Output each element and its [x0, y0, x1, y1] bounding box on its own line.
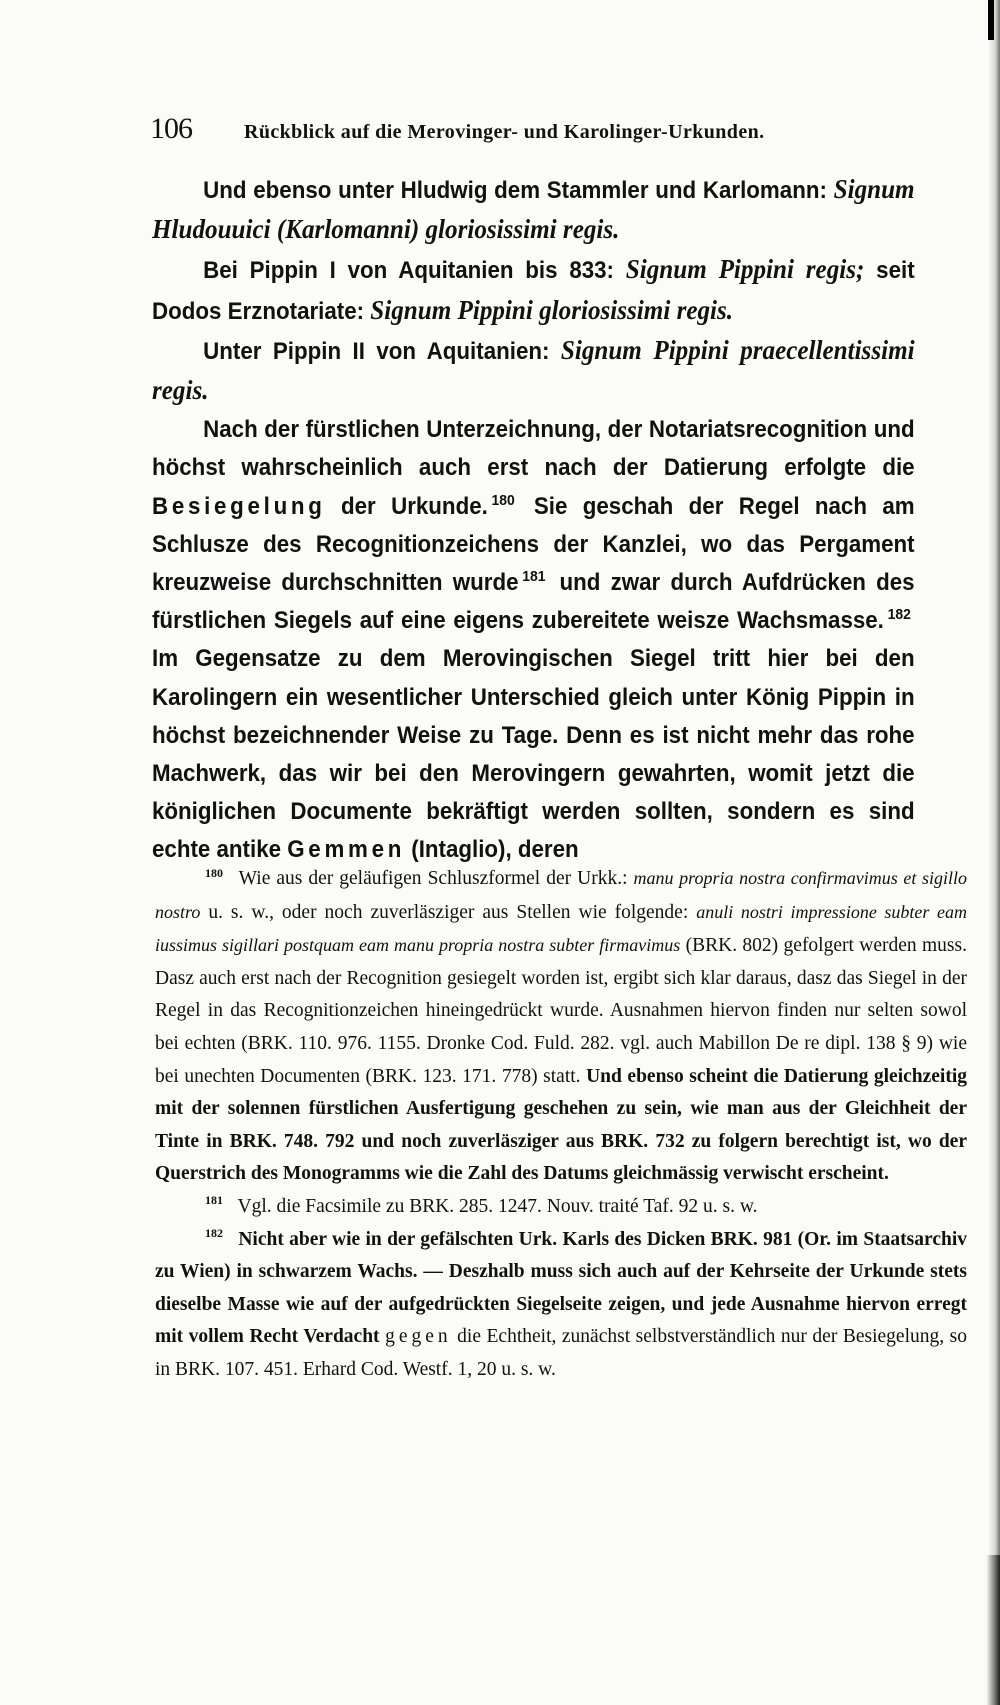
paragraph-hludwig	[152, 170, 915, 250]
footnote-reference[interactable]: 182	[887, 606, 911, 624]
spaced-term: Gemmen	[287, 836, 406, 864]
paragraph-text: seit Dodos Erznotariate:	[152, 257, 915, 325]
footnote-180	[155, 862, 967, 1191]
paragraph-text: Und ebenso unter Hludwig dem Stammler und Karlomann:	[203, 177, 827, 204]
footnote-text: (BRK. 802) gefolgert werden muss. Dasz auch erst nach der Recognition gesiegelt worden ist, ergibt sich klar daraus, dasz das Siegel in der Regel in das Recognitionzeichen hineingedrückt wurde. Ausnahmen hiervon finden nur selten sowol bei echten (BRK. 110. 976. 1155. Dronke Cod. Fuld. 282. vgl. auch Mabillon De re dipl. 138 § 9) wie bei unechten Documenten (BRK. 123. 171. 778) statt.	[155, 935, 967, 1087]
footnote-text: Vgl. die Facsimile zu BRK. 285. 1247. Nouv. traité Taf. 92 u. s. w.	[237, 1195, 758, 1217]
page-edge-shadow	[988, 0, 1000, 1705]
signum-formula: Signum Hludouuici (Karlomanni) gloriosissimi regis.	[152, 174, 915, 245]
footnote-text: u. s. w., oder noch zuverläsziger aus Stellen wie folgende:	[208, 901, 689, 923]
paragraph-pippin-i	[152, 250, 915, 330]
signum-formula: Signum Pippini praecellentissimi regis.	[152, 334, 915, 406]
footnote-text: Wie aus der geläufigen Schluszformel der Urkk.:	[238, 868, 628, 889]
footnotes	[155, 862, 967, 1387]
spaced-term: Besiegelung	[152, 492, 326, 520]
spaced-term: gegen	[385, 1326, 452, 1348]
paragraph-besiegelung	[152, 411, 915, 869]
paragraph-pippin-ii	[152, 331, 915, 411]
main-text	[152, 170, 915, 870]
footnote-number: 181	[205, 1193, 223, 1208]
signum-formula: Signum Pippini regis;	[625, 254, 865, 285]
paragraph-text: Nach der fürstlichen Unterzeichnung, der Notariatsrecognition und höchst wahrscheinlich auch erst nach der Datierung erfolgte die	[152, 416, 915, 482]
page-number: 106	[150, 112, 192, 145]
footnote-number: 182	[205, 1226, 223, 1241]
paragraph-text: (Intaglio), deren	[411, 836, 579, 864]
scan-corner-mark	[988, 0, 994, 40]
footnote-text-bold: Nicht aber wie in der gefälschten Urk. Karls des Dicken BRK. 981 (Or. im Staatsarchiv zu Wien) in schwarzem Wachs. — Deszhalb muss sich auch auf der Kehrseite der Urkunde stets dieselbe Masse wie auf der aufgedrückten Siegelseite zeigen, und jede Ausnahme hiervon erregt mit vollem Recht Verdacht	[155, 1228, 967, 1348]
paragraph-text: Bei Pippin I von Aquitanien bis 833:	[203, 257, 615, 285]
paragraph-text: Sie geschah der Regel nach am Schlusze des Recognitionzeichens der Kanzlei, wo das Pergament kreuzweise durchschnitten wurde	[152, 492, 915, 597]
latin-quote: anuli nostri impressione subter eam iussimus sigillari postquam eam manu propria nostra subter firmavimus	[155, 901, 968, 956]
paragraph-text: und zwar durch Aufdrücken des fürstlichen Siegels auf eine eigens zubereitete weisze Wachsmasse.	[152, 569, 915, 635]
signum-formula: Signum Pippini gloriosissimi regis.	[370, 294, 734, 325]
paragraph-text: Unter Pippin II von Aquitanien:	[203, 337, 550, 365]
scan-bottom-shadow	[986, 1555, 1000, 1705]
footnote-text-bold: Und ebenso scheint die Datierung gleichzeitig mit der solennen fürstlichen Ausfertigung geschehen zu sein, wie man aus der Gleichheit der Tinte in BRK. 748. 792 und noch zuverläsziger aus BRK. 732 zu folgern berechtigt ist, wo der Querstrich des Monogramms wie die Zahl des Datums gleichmässig verwischt erscheint.	[155, 1065, 968, 1185]
running-head: Rückblick auf die Merovinger- und Karolinger-Urkunden.	[244, 121, 765, 143]
latin-quote: manu propria nostra confirmavimus et sigillo nostro	[155, 868, 967, 922]
footnote-181	[155, 1191, 967, 1224]
footnote-182	[155, 1224, 967, 1387]
paragraph-text: Im Gegensatze zu dem Merovingischen Siegel tritt hier bei den Karolingern ein wesentlicher Unterschied gleich unter König Pippin in höchst bezeichnender Weise zu Tage. Denn es ist nicht mehr das rohe Machwerk, das wir bei den Merovingern gewahrten, womit jetzt die königlichen Documente bekräftigt werden sollten, sondern es sind echte antike	[152, 645, 915, 864]
footnote-reference[interactable]: 181	[522, 568, 546, 586]
footnote-text: die Echtheit, zunächst selbstverständlich nur der Besiegelung, so in BRK. 107. 451. Erhard Cod. Westf. 1, 20 u. s. w.	[155, 1326, 967, 1380]
page-header	[150, 112, 940, 146]
paragraph-text: der Urkunde.	[340, 492, 488, 520]
footnote-reference[interactable]: 180	[491, 491, 515, 509]
footnote-number: 180	[205, 865, 223, 880]
